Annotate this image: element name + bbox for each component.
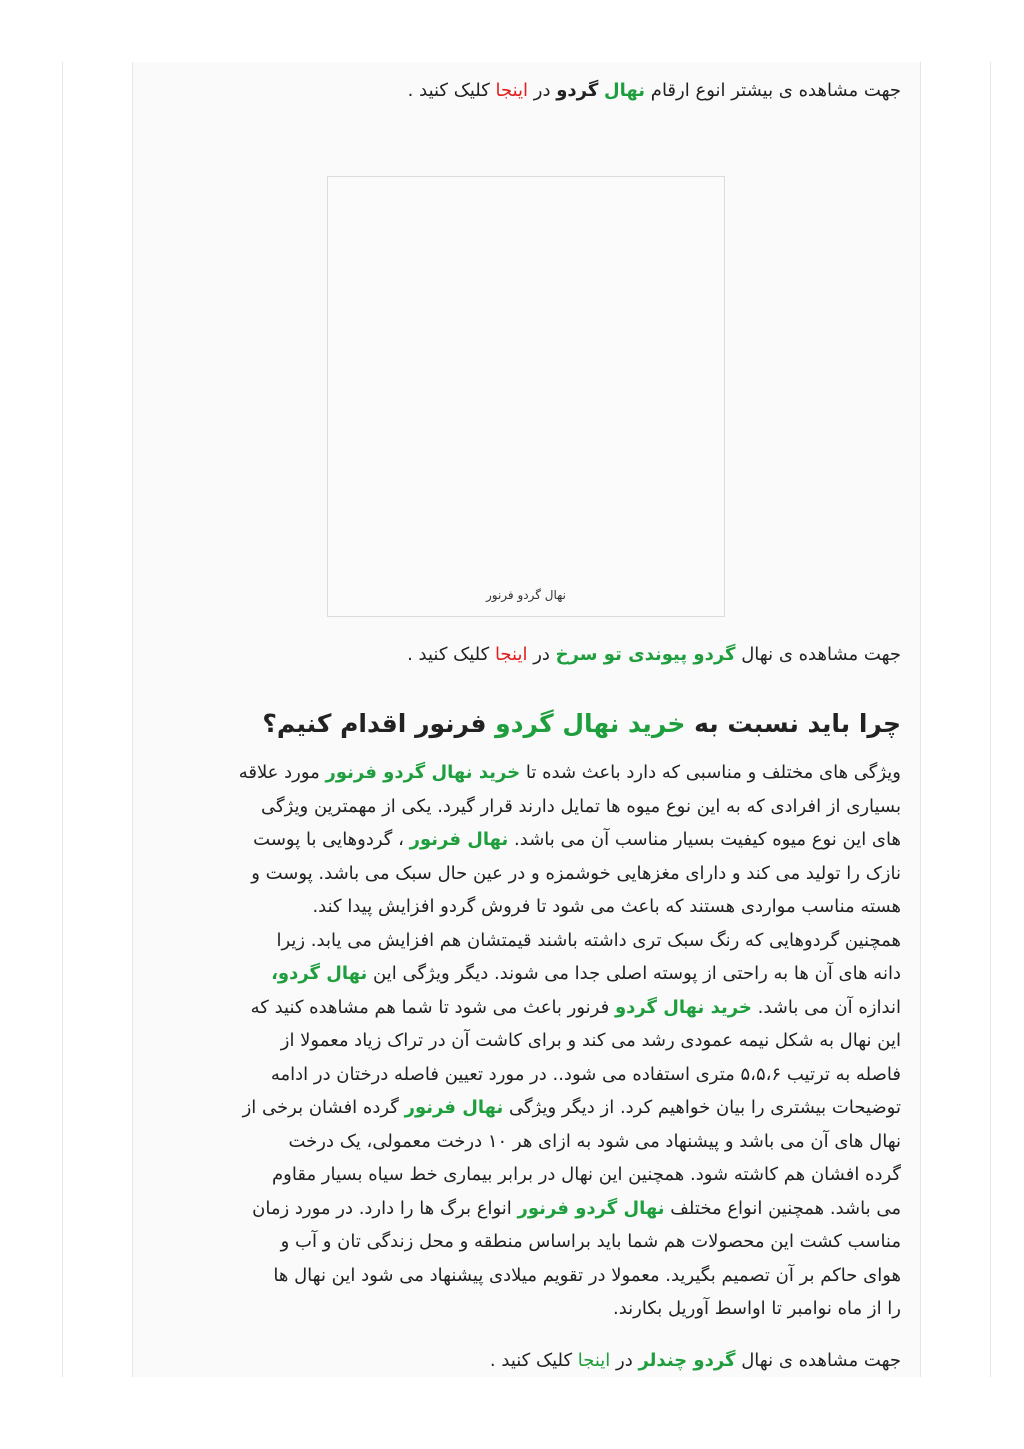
link-here[interactable]: اینجا: [494, 644, 528, 665]
body-paragraph: ویژگی های مختلف و مناسبی که دارد باعث شده تا خرید نهال گردو فرنور مورد علاقه بسیاری از افرادی که به این نوع میوه ها تمایل دارند قرار گیرد. یکی از مهمترین ویژگی های این نوع میوه کیفیت بسیار مناسب آن می باشد. نهال فرنور ، گردوهایی با پوست نازک را تولید می کند و دارای مغزهایی خوشمزه و در عین حال سبک می باشد. پوست و هسته مناسب مواردی هستند که باعث می شود تا فروش گردو افزایش پیدا کند. همچنین گردوهایی که رنگ سبک تری داشته باشند قیمتشان هم افزایش می یابد. زیرا دانه های آن ها به راحتی از پوسته اصلی جدا می شوند. دیگر ویژگی این نهال گردو، اندازه آن می باشد. خرید نهال گردو فرنور باعث می شود تا شما هم مشاهده کنید که این نهال به شکل نیمه عمودی رشد می کند و برای کاشت آن در تراک زیاد معمولا از فاصله به ترتیب ۵،۵،۶ متری استفاده می شود.. در مورد تعیین فاصله درختان در ادامه توضیحات بیشتری را بیان خواهیم کرد. از دیگر ویژگی نهال فرنور گرده افشان برخی از نهال های آن می باشد و پیشنهاد می شود به ازای هر ۱۰ درخت معمولی، یک درخت گرده افشان هم کاشته شود. همچنین این نهال در برابر بیماری خط سیاه بسیار مقاوم می باشد. همچنین انواع مختلف نهال گردو فرنور انواع برگ ها را دارد. در مورد زمان مناسب کشت این محصولات هم شما باید براساس منطقه و محل زندگی تان و آب و هوای حاکم بر آن تصمیم بگیرید. معمولا در تقویم میلادی پیشنهاد می شود این نهال ها را از ماه نوامبر تا اواسط آوریل بکارند.: [238, 762, 901, 1319]
paragraph-grafted-walnut: جهت مشاهده ی نهال گردو پیوندی تو سرخ در اینجا کلیک کنید .: [407, 644, 901, 665]
link-here[interactable]: اینجا: [495, 80, 529, 101]
figure-image: [327, 176, 725, 617]
link-fernor-sapling[interactable]: نهال فرنور: [409, 829, 509, 850]
link-fernor-walnut-sapling[interactable]: نهال گردو فرنور: [517, 1197, 665, 1219]
heading-link-buy-walnut[interactable]: خرید نهال گردو: [495, 709, 686, 738]
link-buy-walnut-sapling[interactable]: خرید نهال گردو: [614, 996, 752, 1018]
text-segment: جهت مشاهده ی بیشتر انوع ارقام: [645, 80, 901, 101]
bold-walnut: گردو: [556, 80, 599, 101]
bold-chandler-walnut: گردو چندلر: [638, 1350, 736, 1371]
link-walnut-sapling[interactable]: نهال گردو: [277, 963, 368, 984]
link-here[interactable]: اینجا: [577, 1350, 611, 1371]
link-grafted-walnut[interactable]: گردو پیوندی تو سرخ: [555, 644, 736, 665]
figure-caption: نهال گردو فرنور: [485, 588, 567, 602]
paragraph-chandler-walnut: جهت مشاهده ی نهال گردو چندلر در اینجا کلیک کنید .: [489, 1350, 901, 1371]
paragraph-more-varieties: جهت مشاهده ی بیشتر انوع ارقام نهال گردو در اینجا کلیک کنید .: [407, 80, 901, 101]
link-fernor-sapling-2[interactable]: نهال فرنور: [404, 1097, 504, 1118]
section-heading: چرا باید نسبت به خرید نهال گردو فرنور اقدام کنیم؟: [262, 709, 901, 738]
link-nahal[interactable]: نهال: [604, 80, 646, 101]
link-buy-fernor-walnut[interactable]: خرید نهال گردو فرنور: [325, 762, 521, 783]
